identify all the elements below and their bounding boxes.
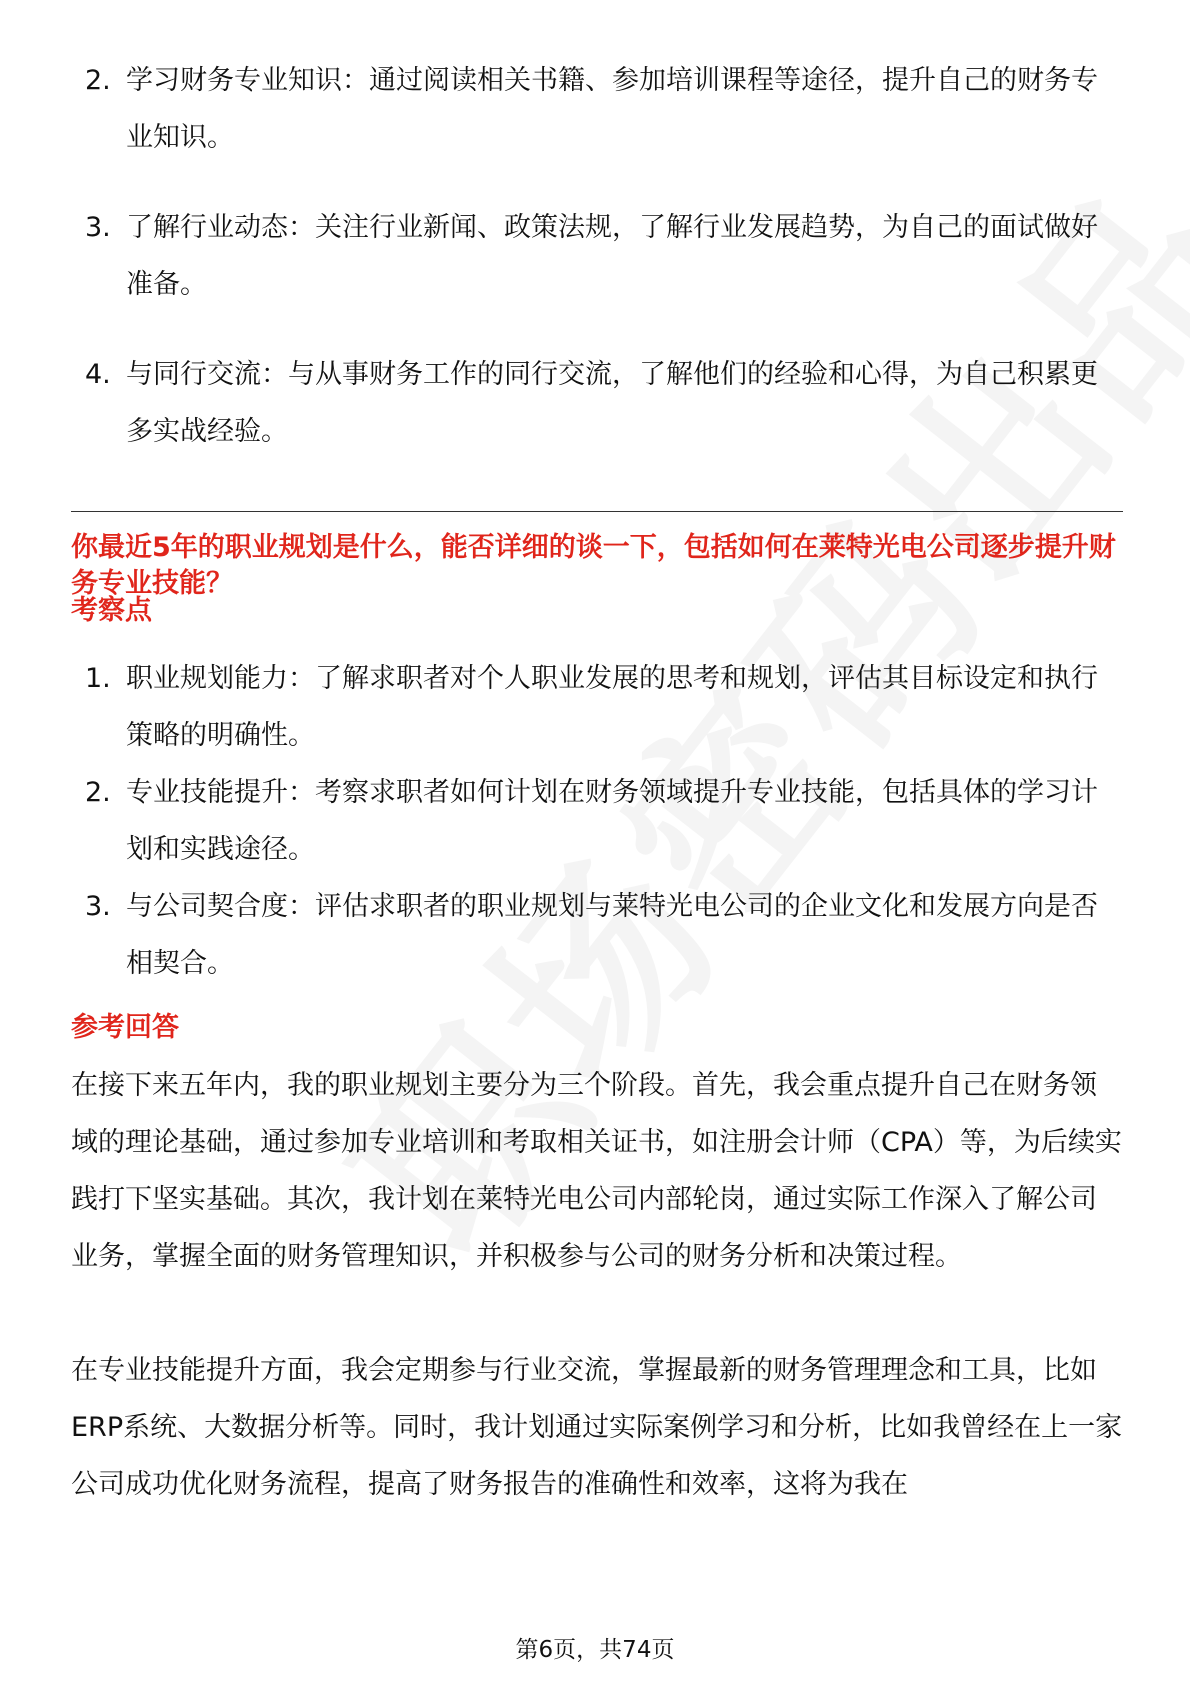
answer-paragraph: 在专业技能提升方面，我会定期参与行业交流，掌握最新的财务管理理念和工具，比如ERP系统、大数据分析等。同时，我计划通过实际案例学习和分析，比如我曾经在上一家公司成功优化财务流程，提高了财务报告的准确性和效率，这将为我在 (71, 1355, 1123, 1500)
page-footer: 第6页，共74页 (515, 1637, 675, 1663)
list-item (0, 52, 1190, 166)
previous-tips-list (0, 52, 1190, 460)
list-number: 2. (85, 777, 111, 808)
section-divider (71, 511, 1123, 512)
evaluation-points-list (0, 650, 1190, 992)
list-text: 学习财务专业知识：通过阅读相关书籍、参加培训课程等途径，提升自己的财务专业知识。 (126, 65, 1098, 153)
list-item (0, 199, 1190, 313)
list-text: 与公司契合度：评估求职者的职业规划与莱特光电公司的企业文化和发展方向是否相契合。 (126, 891, 1098, 979)
list-item (0, 878, 1190, 992)
answer-heading: 参考回答 (71, 1012, 179, 1043)
list-item (0, 346, 1190, 460)
list-item (0, 764, 1190, 878)
list-text: 了解行业动态：关注行业新闻、政策法规，了解行业发展趋势，为自己的面试做好准备。 (126, 212, 1098, 300)
list-text: 职业规划能力：了解求职者对个人职业发展的思考和规划，评估其目标设定和执行策略的明确性。 (126, 663, 1098, 751)
list-number: 1. (85, 663, 111, 694)
list-item (0, 650, 1190, 764)
answer-paragraph: 在接下来五年内，我的职业规划主要分为三个阶段。首先，我会重点提升自己在财务领域的理论基础，通过参加专业培训和考取相关证书，如注册会计师（CPA）等，为后续实践打下坚实基础。其次，我计划在莱特光电公司内部轮岗，通过实际工作深入了解公司业务，掌握全面的财务管理知识，并积极参与公司的财务分析和决策过程。 (71, 1070, 1122, 1272)
list-text: 专业技能提升：考察求职者如何计划在财务领域提升专业技能，包括具体的学习计划和实践途径。 (126, 777, 1098, 865)
list-text: 与同行交流：与从事财务工作的同行交流，了解他们的经验和心得，为自己积累更多实战经验。 (126, 359, 1098, 447)
list-number: 4. (85, 359, 111, 390)
list-number: 3. (85, 891, 111, 922)
interview-question: 你最近5年的职业规划是什么，能否详细的谈一下，包括如何在莱特光电公司逐步提升财务专业技能？ (71, 532, 1116, 599)
points-heading: 考察点 (71, 595, 152, 626)
list-number: 3. (85, 212, 111, 243)
list-number: 2. (85, 65, 111, 96)
